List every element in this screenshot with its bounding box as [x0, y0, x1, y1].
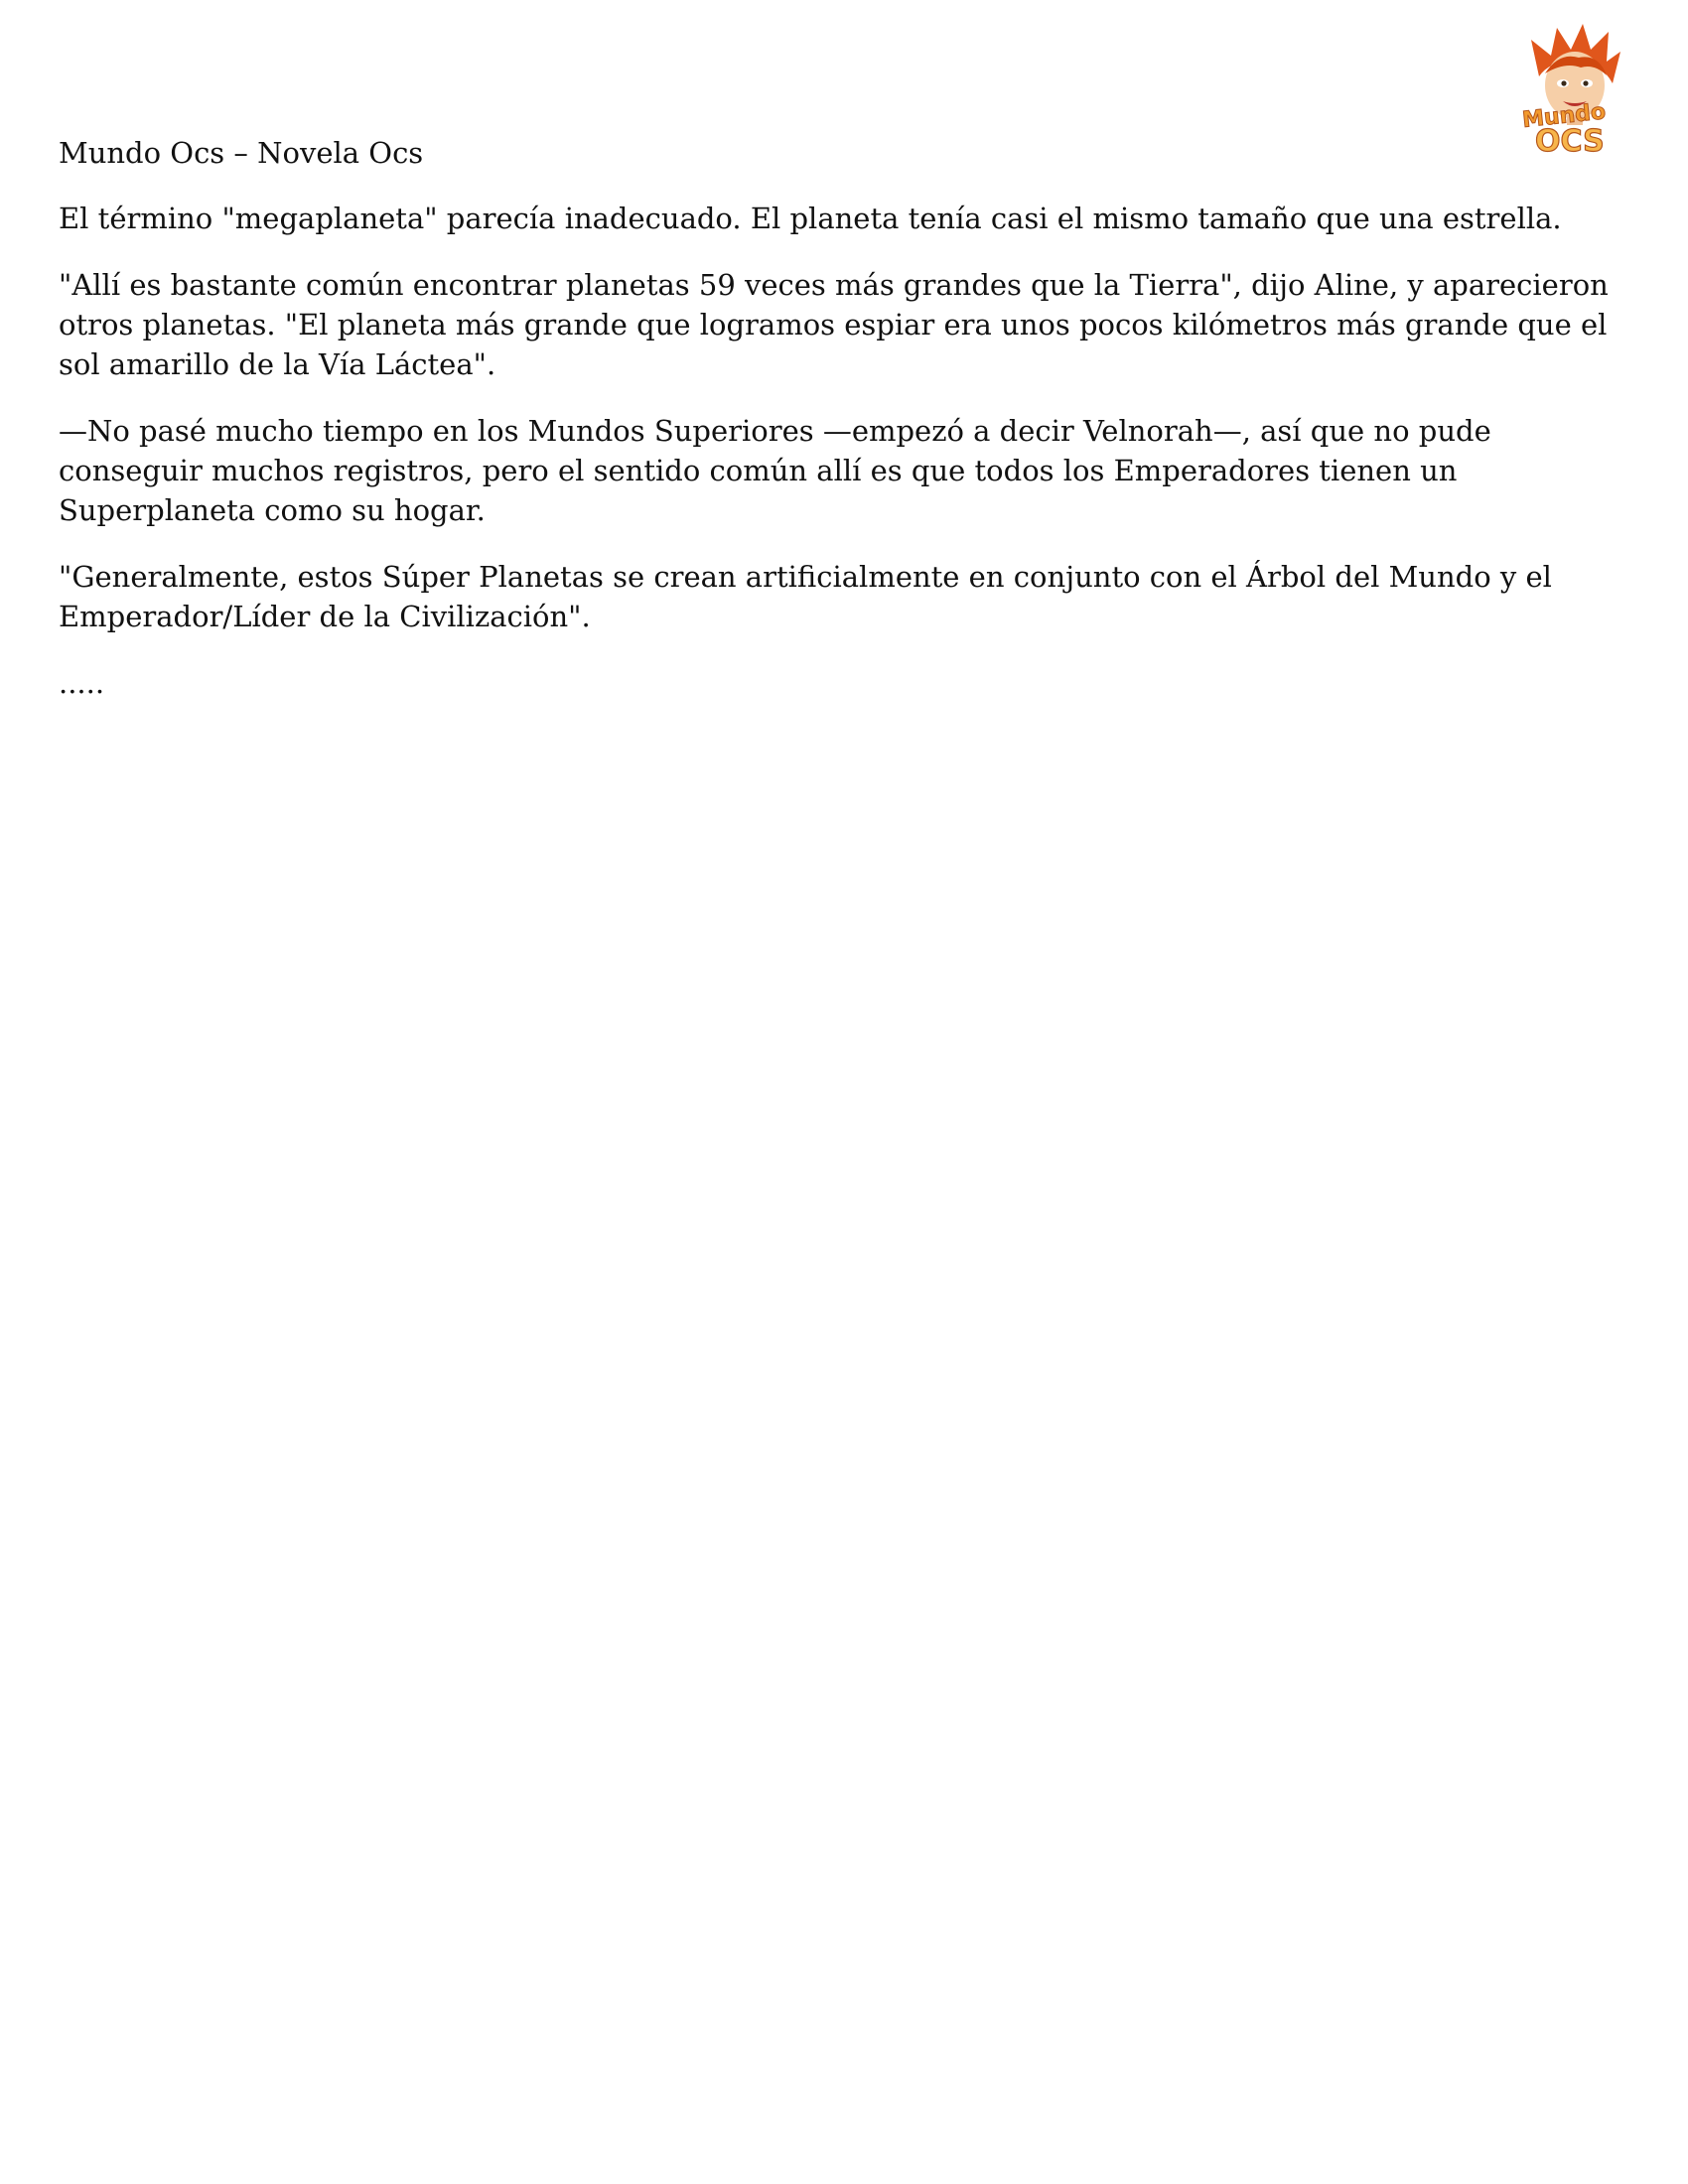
logo-text-top: Mundo	[1521, 99, 1608, 133]
paragraph-4: "Generalmente, estos Súper Planetas se crean artificialmente en conjunto con el Árbol del Mundo y el Emperador/Líder de la Civilización".	[59, 560, 1552, 633]
paragraph-2: "Allí es bastante común encontrar planetas 59 veces más grandes que la Tierra", dijo Aline, y aparecieron otros planetas. "El planeta más grande que logramos espiar era unos pocos kilómetros más grande que el sol amarillo de la Vía Láctea".	[59, 268, 1609, 381]
paragraph-3: —No pasé mucho tiempo en los Mundos Superiores —empezó a decir Velnorah—, así que no pude conseguir muchos registros, pero el sentido común allí es que todos los Emperadores tienen un Superplaneta como su hogar.	[59, 414, 1491, 527]
paragraph-ellipsis: .....	[59, 666, 105, 700]
page-header-title: Mundo Ocs – Novela Ocs	[59, 136, 424, 170]
logo-text-bottom: OCS	[1535, 124, 1605, 156]
document-body	[59, 133, 1637, 730]
paragraph-1: El término "megaplaneta" parecía inadecuado. El planeta tenía casi el mismo tamaño que una estrella.	[59, 202, 1562, 235]
